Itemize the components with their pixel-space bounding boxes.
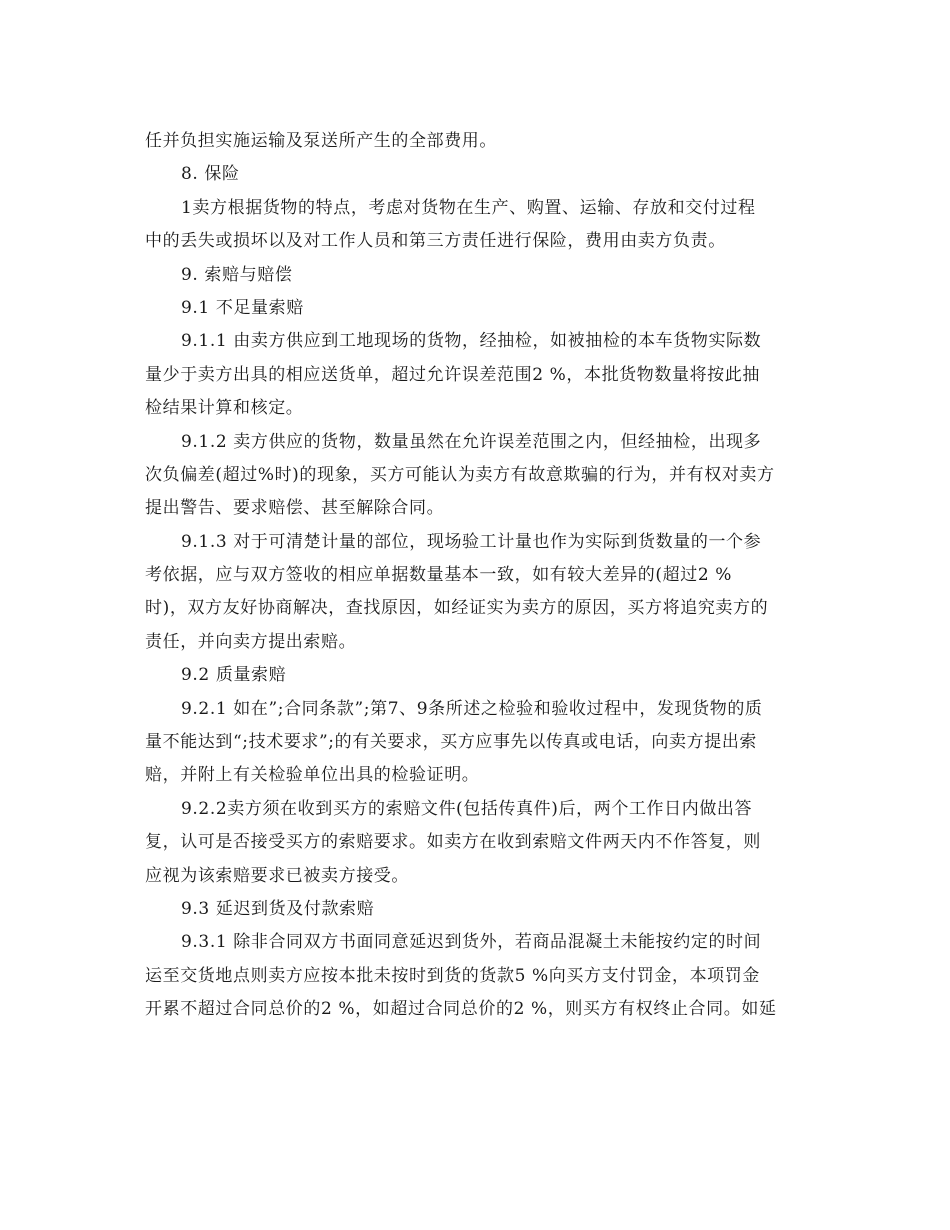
section-heading: 9. 索赔与赔偿 bbox=[181, 264, 293, 285]
text-line: 责任，并向卖方提出索赔。 bbox=[145, 631, 357, 652]
subsection-heading: 9.1 不足量索赔 bbox=[181, 297, 304, 318]
text-line: 应视为该索赔要求已被卖方接受。 bbox=[145, 865, 409, 886]
subsection-heading: 9.3 延迟到货及付款索赔 bbox=[181, 898, 375, 919]
text-line: 1卖方根据货物的特点，考虑对货物在生产、购置、运输、存放和交付过程 bbox=[181, 197, 756, 218]
text-line: 时)，双方友好协商解决，查找原因，如经证实为卖方的原因，买方将追究卖方的 bbox=[145, 598, 769, 619]
text-line: 量不能达到“;技术要求”;的有关要求，买方应事先以传真或电话，向卖方提出索 bbox=[145, 732, 758, 753]
text-line: 复，认可是否接受买方的索赔要求。如卖方在收到索赔文件两天内不作答复，则 bbox=[145, 832, 761, 853]
text-line: 量少于卖方出具的相应送货单，超过允许误差范围2 %，本批货物数量将按此抽 bbox=[145, 364, 760, 385]
text-line: 开累不超过合同总价的2 %，如超过合同总价的2 %，则买方有权终止合同。如延 bbox=[145, 999, 777, 1020]
text-line: 考依据，应与双方签收的相应单据数量基本一致，如有较大差异的(超过2 % bbox=[145, 565, 733, 586]
text-line: 任并负担实施运输及泵送所产生的全部费用。 bbox=[145, 131, 497, 151]
text-line: 运至交货地点则卖方应按本批未按时到货的货款5 %向买方支付罚金，本项罚金 bbox=[145, 965, 760, 986]
text-line: 赔，并附上有关检验单位出具的检验证明。 bbox=[145, 765, 480, 786]
document-body bbox=[145, 125, 805, 1027]
text-line: 9.2.1 如在”;合同条款”;第7、9条所述之检验和验收过程中，发现货物的质 bbox=[181, 698, 763, 719]
text-line: 9.1.1 由卖方供应到工地现场的货物，经抽检，如被抽检的本车货物实际数 bbox=[181, 331, 762, 352]
text-line: 检结果计算和核定。 bbox=[145, 398, 304, 419]
text-line: 提出警告、要求赔偿、甚至解除合同。 bbox=[145, 498, 445, 519]
text-line: 次负偏差(超过%时)的现象，买方可能认为卖方有故意欺骗的行为，并有权对卖方 bbox=[145, 464, 775, 485]
text-line: 9.3.1 除非合同双方书面同意延迟到货外，若商品混凝土未能按约定的时间 bbox=[181, 932, 762, 953]
text-line: 9.1.3 对于可清楚计量的部位，现场验工计量也作为实际到货数量的一个参 bbox=[181, 531, 762, 552]
text-line: 中的丢失或损坏以及对工作人员和第三方责任进行保险，费用由卖方负责。 bbox=[145, 231, 726, 252]
text-line: 9.1.2 卖方供应的货物，数量虽然在允许误差范围之内，但经抽检，出现多 bbox=[181, 431, 762, 452]
text-line: 9.2.2卖方须在收到买方的索赔文件(包括传真件)后，两个工作日内做出答 bbox=[181, 798, 753, 819]
section-heading: 8. 保险 bbox=[181, 164, 240, 185]
subsection-heading: 9.2 质量索赔 bbox=[181, 665, 287, 686]
